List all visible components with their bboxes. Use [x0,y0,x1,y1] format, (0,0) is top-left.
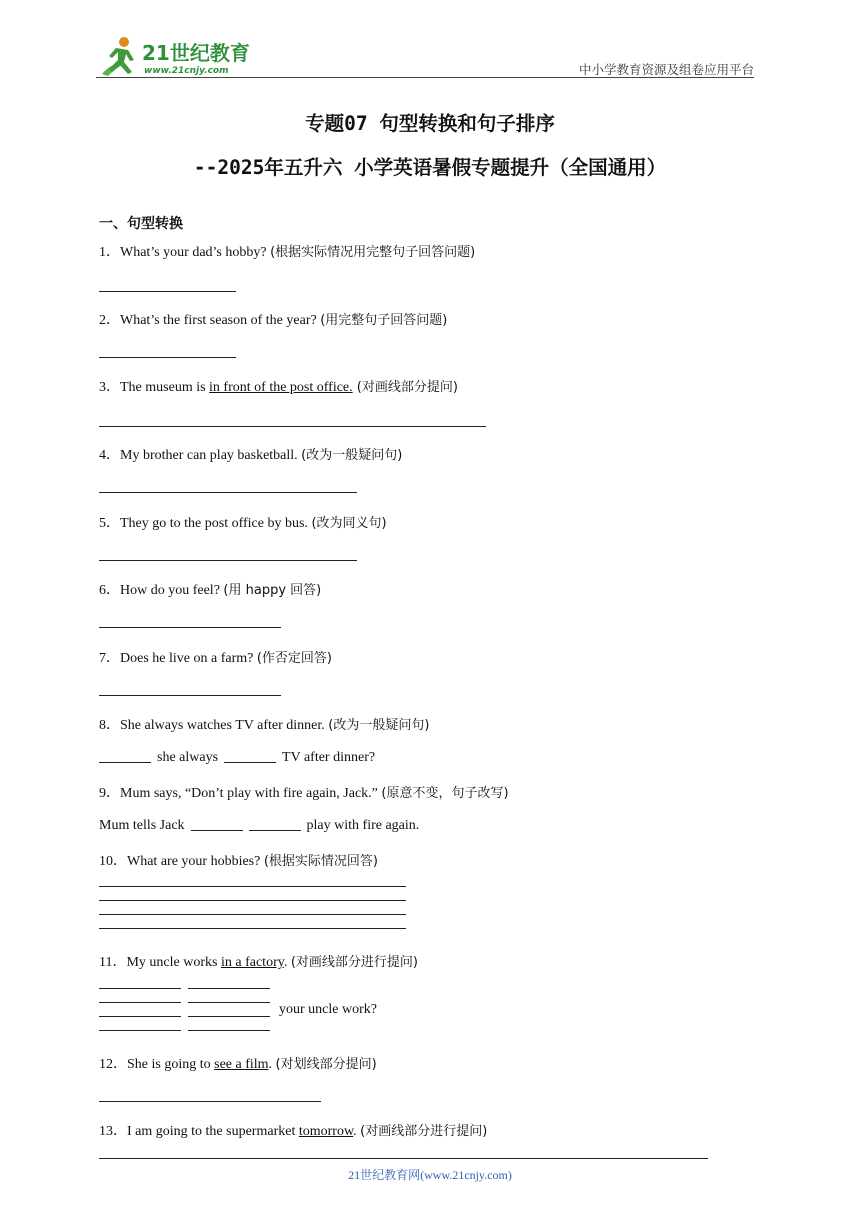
underlined-phrase: in a factory [220,955,284,970]
question-number: 11． [99,955,127,970]
question-12 [99,1053,377,1073]
question-instruction: (对划线部分提问) [275,1057,377,1072]
page-title: 专题07 句型转换和句子排序 [305,112,555,135]
question-instruction: (改为同义句) [311,516,387,531]
question-instruction: (原意不变，句子改写) [381,786,509,801]
question-9 [99,782,509,802]
answer-line[interactable] [99,988,181,989]
underlined-phrase: see a film [214,1057,269,1072]
fill-blank[interactable] [191,816,243,831]
question-text: What’s the first season of the year? [120,313,321,328]
question-instruction: (改为一般疑问句) [328,718,430,733]
footer-text: 21世纪教育网(www.21cnjy.com) [348,1168,512,1182]
answer-line[interactable] [99,492,357,493]
answer-line[interactable] [99,1030,181,1031]
question-instruction: (对画线部分进行提问) [290,955,418,970]
answer-line[interactable] [99,291,236,292]
question-number: 5． [99,516,120,531]
platform-name: 中小学教育资源及组卷应用平台 [578,62,754,77]
question-text: Mum says, “Don’t play with fire again, Jack.” [120,786,382,801]
question-text: The museum is [120,380,210,395]
question-text: My brother can play basketball. [120,448,302,463]
question-text: How do you feel? [120,583,224,598]
question-number: 13． [99,1124,127,1139]
question-text: What’s your dad’s hobby? [120,245,271,260]
answer-line[interactable] [99,426,486,427]
question-instruction: (对画线部分进行提问) [360,1124,488,1139]
question-10 [99,850,378,870]
question-text: . [283,955,291,970]
answer-line[interactable] [99,357,236,358]
question-4 [99,444,402,464]
question-text: What are your hobbies? [127,854,264,869]
answer-line[interactable] [99,560,357,561]
answer-line[interactable] [99,1002,181,1003]
question-text: Does he live on a farm? [120,651,257,666]
question-text: I am going to the supermarket [127,1124,299,1139]
question-instruction: (对画线部分提问) [352,380,458,395]
header-divider [96,77,754,78]
question-number: 12． [99,1057,127,1072]
site-logo [94,34,264,78]
question-6 [99,579,321,599]
question-number: 4． [99,448,120,463]
question-instruction: (用完整句子回答问题) [320,313,448,328]
question-number: 9． [99,786,120,801]
answer-line[interactable] [99,695,281,696]
section-heading: 一、句型转换 [99,216,183,232]
answer-line[interactable] [99,1016,181,1017]
fill-blank[interactable] [99,748,151,763]
underlined-phrase: in front of the post office. [209,380,353,395]
question-number: 3． [99,380,120,395]
question-7 [99,647,332,667]
answer-line[interactable] [188,1002,270,1003]
answer-line[interactable] [99,914,406,915]
answer-text: Mum tells Jack [99,818,185,833]
question-5 [99,512,387,532]
answer-text: she always [157,750,219,765]
answer-text: TV after dinner? [282,750,376,765]
answer-line[interactable] [99,886,406,887]
question-number: 8． [99,718,120,733]
answer-line[interactable] [99,928,406,929]
question-number: 2． [99,313,120,328]
question-text: She always watches TV after dinner. [120,718,329,733]
question-instruction: (用 happy 回答) [223,583,322,598]
question-text: . [353,1124,361,1139]
question-instruction: (改为一般疑问句) [301,448,403,463]
logo-url: www.21cnjy.com [144,66,229,76]
logo-text: 21世纪教育 [142,41,250,65]
question-instruction: (作否定回答) [256,651,332,666]
fill-blank[interactable] [249,816,301,831]
question-text: She is going to [127,1057,215,1072]
question-1 [99,241,475,261]
answer-line[interactable] [188,1016,270,1017]
answer-line[interactable] [99,627,281,628]
answer-row-9 [99,816,419,834]
answer-line[interactable] [99,900,406,901]
question-11 [99,951,418,971]
answer-text: your uncle work? [279,1002,377,1017]
question-2 [99,309,447,329]
question-3 [99,376,458,396]
question-number: 10． [99,854,127,869]
page-subtitle: --2025年五升六 小学英语暑假专题提升（全国通用） [193,156,667,179]
question-text: They go to the post office by bus. [120,516,312,531]
question-text: . [268,1057,276,1072]
question-instruction: (根据实际情况用完整句子回答问题) [270,245,476,260]
runner-icon [102,37,134,76]
answer-line[interactable] [188,988,270,989]
question-instruction: (根据实际情况回答) [263,854,378,869]
question-number: 7． [99,651,120,666]
answer-line[interactable] [188,1030,270,1031]
answer-line[interactable] [99,1101,321,1102]
question-13 [99,1120,487,1140]
fill-blank[interactable] [224,748,276,763]
question-number: 6． [99,583,120,598]
footer-divider [99,1158,708,1159]
question-text: My uncle works [126,955,221,970]
question-8 [99,714,429,734]
underlined-phrase: tomorrow [298,1124,354,1139]
answer-row-8 [99,748,375,766]
answer-text: play with fire again. [306,818,420,833]
question-number: 1． [99,245,120,260]
